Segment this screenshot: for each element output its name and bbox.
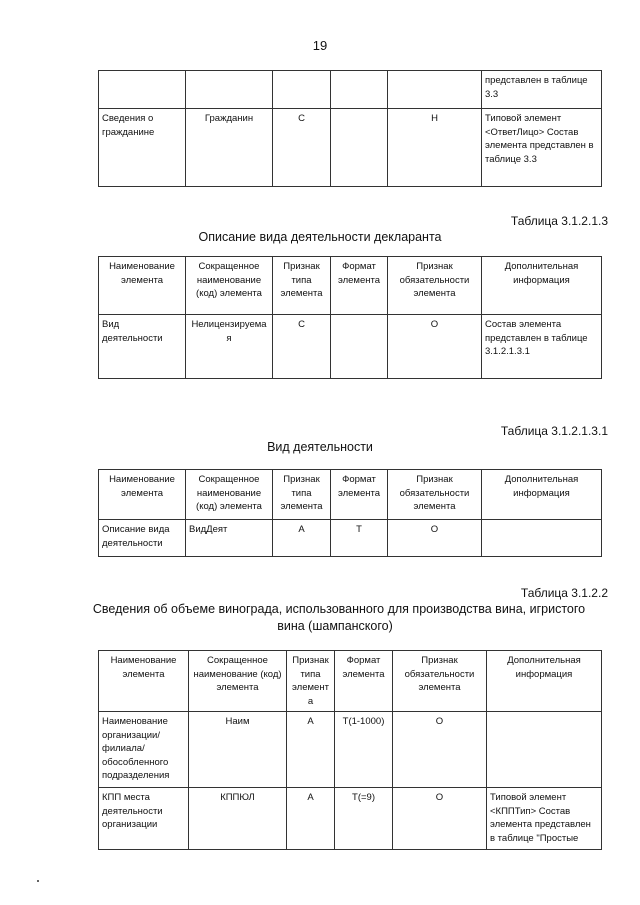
column-header: Признак обязательности элемента [393, 651, 487, 712]
table-cell: Гражданин [186, 109, 273, 187]
column-header: Дополнительная информация [487, 651, 602, 712]
column-header: Дополнительная информация [482, 257, 602, 315]
table-cell: КПП места деятельности организации [99, 788, 189, 850]
table-cell: Нелицензируемая [186, 315, 273, 379]
table-caption-number: Таблица 3.1.2.1.3.1 [500, 424, 608, 438]
table-cell: Сведения о гражданине [99, 109, 186, 187]
table-caption-title: Вид деятельности [267, 440, 373, 454]
column-header: Признак типа элемента [287, 651, 335, 712]
table-cell: Н [388, 109, 482, 187]
table-cell [388, 71, 482, 109]
column-header: Сокращенное наименование (код) элемента [186, 470, 273, 520]
table-cell: Состав элемента представлен в таблице 3.1.2.1.3.1 [482, 315, 602, 379]
column-header: Наименование элемента [99, 257, 186, 315]
column-header: Наименование элемента [99, 470, 186, 520]
table-cell [331, 109, 388, 187]
column-header: Сокращенное наименование (код) элемента [186, 257, 273, 315]
table-activity-type-description [98, 256, 602, 379]
table-continuation [98, 70, 602, 187]
column-header: Формат элемента [331, 470, 388, 520]
table-caption-number: Таблица 3.1.2.1.3 [510, 214, 608, 228]
table-cell: А [287, 788, 335, 850]
scan-speck [37, 880, 39, 882]
table-cell: Т(=9) [335, 788, 393, 850]
table-row [99, 315, 602, 379]
table-cell [487, 712, 602, 788]
page-number: 19 [312, 38, 328, 53]
table-cell [99, 71, 186, 109]
table-caption-title-line2: вина (шампанского) [277, 619, 393, 633]
column-header: Дополнительная информация [482, 470, 602, 520]
column-header: Признак типа элемента [273, 470, 331, 520]
table-row [99, 71, 602, 109]
column-header: Признак обязательности элемента [388, 257, 482, 315]
table-row [99, 520, 602, 557]
table-cell: Т [331, 520, 388, 557]
table-grape-volume [98, 650, 602, 850]
table-cell: О [388, 315, 482, 379]
table-cell: Типовой элемент <КППТип> Состав элемента представлен в таблице "Простые [487, 788, 602, 850]
column-header: Признак типа элемента [273, 257, 331, 315]
table-cell: ВидДеят [186, 520, 273, 557]
table-row [99, 712, 602, 788]
table-cell: представлен в таблице 3.3 [482, 71, 602, 109]
table-cell: Типовой элемент <ОтветЛицо> Состав элемента представлен в таблице 3.3 [482, 109, 602, 187]
table-header-row [99, 257, 602, 315]
table-cell: А [273, 520, 331, 557]
column-header: Формат элемента [335, 651, 393, 712]
table-header-row [99, 651, 602, 712]
table-cell [482, 520, 602, 557]
table-caption-number: Таблица 3.1.2.2 [520, 586, 608, 600]
table-cell [186, 71, 273, 109]
table-header-row [99, 470, 602, 520]
table-cell: Т(1-1000) [335, 712, 393, 788]
table-cell: С [273, 109, 331, 187]
table-cell [273, 71, 331, 109]
column-header: Наименование элемента [99, 651, 189, 712]
table-cell [331, 315, 388, 379]
table-activity-type [98, 469, 602, 557]
table-cell: КППЮЛ [189, 788, 287, 850]
column-header: Признак обязательности элемента [388, 470, 482, 520]
table-caption-title: Описание вида деятельности декларанта [198, 230, 442, 244]
table-cell [331, 71, 388, 109]
table-cell: О [388, 520, 482, 557]
table-cell: Наим [189, 712, 287, 788]
table-cell: С [273, 315, 331, 379]
table-row [99, 788, 602, 850]
table-cell: Описание вида деятельности [99, 520, 186, 557]
table-cell: Вид деятельности [99, 315, 186, 379]
column-header: Сокращенное наименование (код) элемента [189, 651, 287, 712]
table-row [99, 109, 602, 187]
column-header: Формат элемента [331, 257, 388, 315]
table-cell: А [287, 712, 335, 788]
table-caption-title-line1: Сведения об объеме винограда, использованного для производства вина, игристого [92, 602, 586, 616]
table-cell: О [393, 788, 487, 850]
table-cell: О [393, 712, 487, 788]
table-cell: Наименование организации/ филиала/ обособленного подразделения [99, 712, 189, 788]
